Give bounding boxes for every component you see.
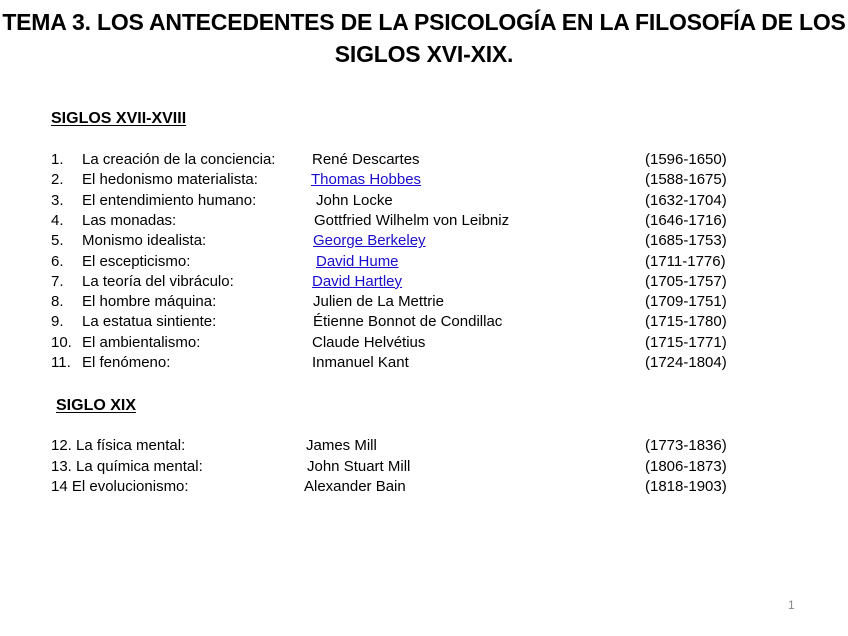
list-item (0, 292, 848, 312)
list-item (0, 312, 848, 332)
section-heading-siglo-xix: SIGLO XIX (56, 397, 137, 414)
list-item (0, 477, 848, 497)
list-item (0, 170, 848, 190)
section-heading-siglos-xvii-xviii: SIGLOS XVII-XVIII (51, 110, 187, 127)
list-item-topic: 14 El evolucionismo: (51, 478, 189, 495)
list-item-author: Julien de La Mettrie (313, 293, 444, 311)
list-item-number: 4. (51, 211, 64, 229)
list-item-author: John Stuart Mill (307, 457, 411, 475)
list-item-number: 8. (51, 293, 64, 311)
list-item-dates: (1715-1771) (645, 333, 727, 351)
author-link[interactable]: George Berkeley (313, 232, 426, 250)
list-item-dates: (1646-1716) (645, 211, 727, 229)
list-item-author: James Mill (306, 437, 377, 454)
list-item (0, 353, 848, 373)
list-item-dates: (1588-1675) (645, 171, 727, 189)
list-item-topic: La teoría del vibráculo: (82, 272, 234, 290)
list-item-dates: (1806-1873) (645, 457, 727, 475)
list-item (0, 231, 848, 251)
list-item (0, 191, 848, 211)
list-item-author: Alexander Bain (304, 478, 406, 495)
list-item-topic: El ambientalismo: (82, 333, 201, 351)
list-item-author: John Locke (316, 191, 393, 209)
list-item-topic: La estatua sintiente: (82, 313, 217, 331)
list-item-topic: El escepticismo: (82, 252, 191, 270)
list-item-topic: El hedonismo materialista: (82, 171, 258, 189)
list-item-topic: El hombre máquina: (82, 293, 217, 311)
list-item-dates: (1818-1903) (645, 478, 727, 495)
list-item-number: 9. (51, 313, 64, 331)
list-item-dates: (1711-1776) (645, 252, 726, 270)
list-item-number: 11. (51, 354, 71, 371)
list-item-dates: (1596-1650) (645, 151, 727, 168)
list-item (0, 457, 848, 477)
list-item-topic: El fenómeno: (82, 354, 171, 371)
list-item-dates: (1685-1753) (645, 232, 727, 250)
list-item-dates: (1773-1836) (645, 437, 727, 454)
list-item-dates: (1705-1757) (645, 272, 727, 290)
list-item (0, 150, 848, 170)
list-item (0, 211, 848, 231)
slide-title (0, 6, 848, 70)
list-item-topic: Las monadas: (82, 211, 177, 229)
list-item-topic: 12. La física mental: (51, 437, 186, 454)
list-item-author: Gottfried Wilhelm von Leibniz (314, 211, 510, 229)
list-item-number: 3. (51, 191, 64, 209)
list-item-author: Étienne Bonnot de Condillac (313, 313, 503, 331)
list-item-number: 2. (51, 171, 64, 189)
list-item (0, 252, 848, 272)
list-item-number: 6. (51, 252, 64, 270)
list-item-dates: (1632-1704) (645, 191, 727, 209)
list-item-topic: 13. La química mental: (51, 457, 203, 475)
list-item-topic: Monismo idealista: (82, 232, 207, 250)
list-item-number: 1. (51, 151, 64, 168)
list-item-dates: (1709-1751) (645, 293, 727, 311)
list-item-dates: (1724-1804) (645, 354, 727, 371)
author-link[interactable]: David Hartley (312, 272, 403, 290)
list-item (0, 272, 848, 292)
slide-title-text: TEMA 3. LOS ANTECEDENTES DE LA PSICOLOGÍA EN LA FILOSOFÍA DE LOS SIGLOS XVI-XIX. (2, 9, 846, 67)
list-item-author: Claude Helvétius (312, 333, 426, 351)
list-item-dates: (1715-1780) (645, 313, 727, 331)
list-item-number: 10. (51, 333, 72, 351)
list-item-topic: El entendimiento humano: (82, 191, 257, 209)
page-number: 1 (788, 598, 795, 612)
author-link[interactable]: Thomas Hobbes (311, 171, 422, 189)
list-item-author: René Descartes (312, 151, 420, 168)
list-item-author: Inmanuel Kant (312, 354, 409, 371)
list-item (0, 333, 848, 353)
list-item-number: 5. (51, 232, 64, 250)
list-item-topic: La creación de la conciencia: (82, 151, 276, 168)
list-item (0, 436, 848, 456)
author-link[interactable]: David Hume (316, 252, 399, 270)
list-item-number: 7. (51, 272, 64, 290)
